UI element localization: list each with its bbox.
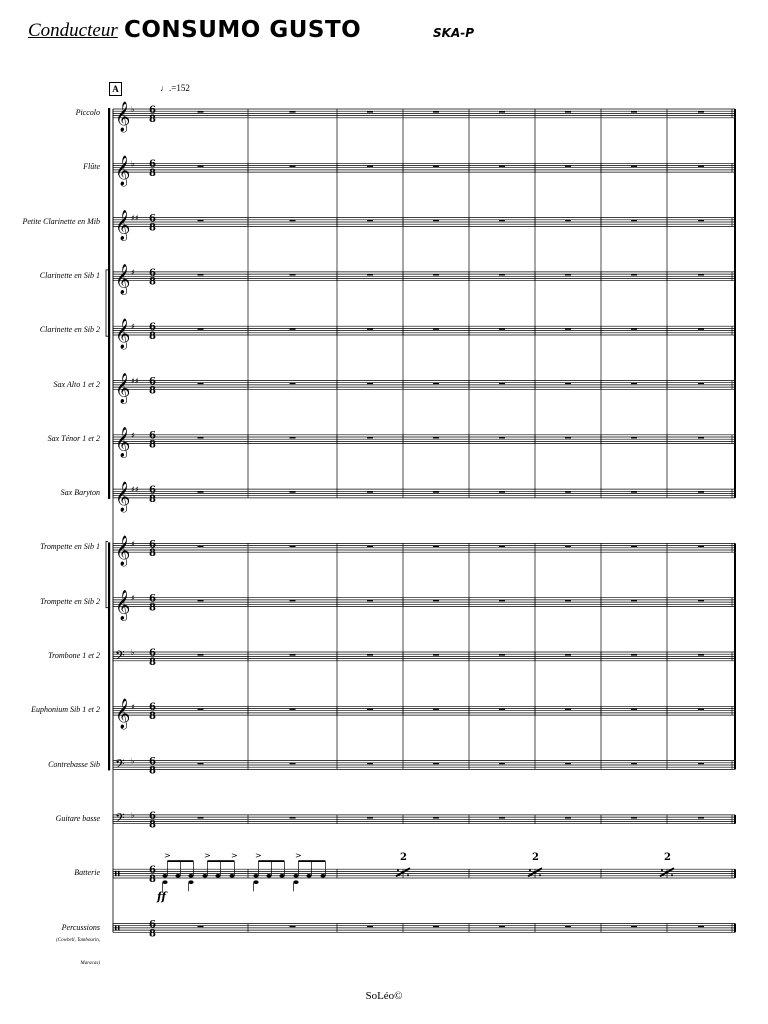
accent-mark: >	[204, 851, 211, 861]
instrument-label: Petite Clarinette en Mib	[22, 216, 100, 226]
measure-rest	[631, 437, 637, 438]
measure-rest	[198, 600, 204, 601]
measure-rest	[290, 437, 296, 438]
composer-name: SKA-P	[433, 26, 475, 40]
kick-note	[188, 880, 193, 884]
key-signature: ♯	[131, 267, 135, 277]
percussion-clef-icon: 𝄥	[115, 919, 120, 938]
repeat-count: 2	[532, 852, 539, 864]
time-signature-bottom: 8	[149, 493, 156, 505]
repeat-dot	[529, 869, 531, 871]
time-signature-bottom: 8	[149, 548, 156, 560]
measure-rest	[198, 709, 204, 710]
measure-rest	[565, 111, 571, 112]
percussion-note-line1: (Cowbell, Tambourin,	[56, 937, 100, 943]
treble-clef-icon: 𝄞	[115, 373, 131, 404]
key-signature: ♯	[131, 539, 135, 549]
time-signature-top: 6	[149, 430, 156, 442]
measure-rest	[631, 328, 637, 329]
measure-rest	[433, 491, 439, 492]
instrument-label: Contrebasse Sib	[48, 759, 100, 769]
measure-rest	[367, 274, 373, 275]
measure-rest	[631, 654, 637, 655]
percussion-clef-icon: 𝄥	[115, 865, 120, 883]
accent-mark: >	[295, 851, 302, 861]
measure-rest	[698, 274, 704, 275]
measure-rest	[198, 383, 204, 384]
measure-rest	[198, 926, 204, 927]
measure-rest	[367, 328, 373, 329]
accent-mark: >	[164, 851, 171, 861]
measure-rest	[367, 600, 373, 601]
measure-rest	[198, 111, 204, 112]
time-signature-bottom: 8	[149, 331, 156, 342]
measure-rest	[290, 546, 296, 547]
measure-rest	[367, 437, 373, 438]
measure-rest	[565, 709, 571, 710]
time-signature-bottom: 8	[149, 439, 156, 451]
measure-rest	[499, 328, 505, 329]
measure-rest	[565, 600, 571, 601]
measure-rest	[499, 274, 505, 275]
measure-rest	[198, 654, 204, 655]
measure-rest	[433, 926, 439, 927]
tempo-marking: ♩.=152	[160, 83, 190, 93]
measure-rest	[367, 166, 373, 167]
measure-rest	[499, 491, 505, 492]
measure-rest	[367, 491, 373, 492]
measure-rest	[631, 817, 637, 818]
instrument-label: Clarinette en Sib 1	[39, 270, 100, 280]
measure-rest	[367, 220, 373, 221]
instrument-label: Trompette en Sib 1	[40, 542, 100, 552]
measure-rest	[698, 763, 704, 764]
key-signature: ♯	[131, 593, 135, 603]
measure-rest	[499, 546, 505, 547]
measure-rest	[698, 654, 704, 655]
measure-rest	[433, 437, 439, 438]
instrument-label: Clarinette en Sib 2	[39, 325, 100, 335]
measure-rest	[565, 817, 571, 818]
measure-rest	[698, 709, 704, 710]
measure-rest	[290, 111, 296, 112]
time-signature-top: 6	[149, 267, 156, 279]
instrument-label: Flûte	[83, 162, 100, 172]
measure-rest	[631, 491, 637, 492]
measure-rest	[698, 220, 704, 221]
measure-rest	[433, 274, 439, 275]
treble-clef-icon: 𝄞	[115, 264, 131, 295]
measure-rest	[631, 166, 637, 167]
measure-rest	[367, 817, 373, 818]
beam	[207, 860, 234, 862]
beam	[258, 860, 284, 862]
measure-rest	[433, 328, 439, 329]
measure-rest	[631, 709, 637, 710]
measure-rest	[290, 328, 296, 329]
measure-rest	[631, 383, 637, 384]
drum-note	[253, 874, 258, 878]
measure-rest	[565, 274, 571, 275]
measure-rest	[565, 328, 571, 329]
measure-rest	[433, 600, 439, 601]
instrument-label: Piccolo	[75, 108, 100, 117]
time-signature-top: 6	[149, 539, 156, 551]
repeat-dot	[539, 874, 541, 876]
repeat-count: 2	[664, 852, 671, 864]
measure-rest	[433, 709, 439, 710]
measure-rest	[565, 926, 571, 927]
measure-rest	[499, 383, 505, 384]
time-signature-top: 6	[149, 702, 156, 714]
measure-rest	[631, 111, 637, 112]
time-signature-bottom: 8	[149, 113, 156, 125]
measure-rest	[367, 709, 373, 710]
treble-clef-icon: 𝄞	[115, 210, 131, 241]
repeat-dot	[397, 869, 399, 871]
kick-note	[162, 880, 167, 884]
measure-rest	[198, 166, 204, 167]
measure-rest	[631, 763, 637, 764]
measure-rest	[565, 383, 571, 384]
repeat-dot	[661, 869, 663, 871]
measure-rest	[565, 654, 571, 655]
measure-rest	[631, 600, 637, 601]
time-signature-top: 6	[149, 322, 156, 334]
time-signature-bottom: 8	[149, 385, 156, 397]
key-signature: ♭	[131, 810, 135, 820]
repeat-dot	[407, 874, 409, 876]
time-signature-top: 6	[149, 213, 156, 225]
time-signature-bottom: 8	[149, 819, 156, 831]
instrument-label: Batterie	[74, 868, 100, 878]
trumpet-bracket	[106, 541, 108, 607]
measure-rest	[565, 220, 571, 221]
drum-note	[293, 874, 298, 878]
measure-rest	[433, 654, 439, 655]
accent-mark: >	[231, 851, 238, 861]
drum-note	[320, 874, 325, 878]
measure-rest	[198, 763, 204, 764]
treble-clef-icon: 𝄞	[115, 536, 131, 567]
time-signature-top: 6	[149, 810, 156, 822]
key-signature: ♯♯	[131, 213, 139, 223]
time-signature-top: 6	[149, 485, 156, 496]
bass-clef-icon: 𝄢	[115, 647, 125, 666]
measure-rest	[198, 328, 204, 329]
drum-note	[202, 874, 207, 878]
drum-note	[306, 874, 311, 878]
measure-rest	[499, 654, 505, 655]
instrument-label: Percussions	[61, 922, 100, 932]
measure-rest	[698, 600, 704, 601]
drum-note	[266, 874, 271, 878]
bass-clef-icon: 𝄢	[115, 756, 125, 775]
measure-rest	[198, 546, 204, 547]
measure-rest	[433, 111, 439, 112]
time-signature-bottom: 8	[149, 276, 156, 288]
measure-rest	[290, 763, 296, 764]
key-signature: ♯♯	[131, 376, 139, 386]
instrument-label: Guitare basse	[55, 813, 100, 823]
measure-rest	[631, 274, 637, 275]
measure-rest	[290, 220, 296, 221]
measure-rest	[499, 763, 505, 764]
beam	[298, 860, 325, 862]
conductor-label: Conducteur	[28, 20, 118, 41]
accent-mark: >	[255, 851, 262, 861]
drum-note	[229, 874, 234, 878]
time-signature-top: 6	[149, 593, 156, 605]
measure-rest	[367, 763, 373, 764]
measure-rest	[631, 546, 637, 547]
instrument-label: Euphonium Sib 1 et 2	[31, 705, 100, 715]
time-signature-top: 6	[149, 756, 156, 768]
instrument-label: Sax Alto 1 et 2	[53, 379, 100, 389]
measure-rest	[565, 763, 571, 764]
repeat-dot	[671, 874, 673, 876]
treble-clef-icon: 𝄞	[115, 699, 131, 730]
treble-clef-icon: 𝄞	[115, 156, 131, 187]
dynamic-ff: ff	[157, 890, 167, 904]
measure-rest	[698, 328, 704, 329]
measure-rest	[367, 546, 373, 547]
time-signature-bottom: 8	[149, 874, 156, 885]
measure-rest	[367, 383, 373, 384]
measure-rest	[499, 111, 505, 112]
time-signature-top: 6	[149, 159, 156, 171]
key-signature: ♭	[131, 105, 135, 114]
drum-note	[279, 874, 284, 878]
treble-clef-icon: 𝄞	[115, 590, 131, 621]
measure-rest	[198, 274, 204, 275]
measure-rest	[698, 166, 704, 167]
clarinet-bracket	[106, 270, 108, 336]
measure-rest	[290, 600, 296, 601]
measure-rest	[290, 491, 296, 492]
time-signature-bottom: 8	[149, 602, 156, 614]
measure-rest	[433, 763, 439, 764]
measure-rest	[698, 546, 704, 547]
bass-clef-icon: 𝄢	[115, 810, 125, 829]
measure-rest	[198, 220, 204, 221]
measure-rest	[433, 546, 439, 547]
instrument-label: Sax Ténor 1 et 2	[47, 433, 100, 443]
treble-clef-icon: 𝄞	[115, 101, 131, 132]
measure-rest	[499, 926, 505, 927]
measure-rest	[198, 437, 204, 438]
measure-rest	[433, 383, 439, 384]
time-signature-bottom: 8	[149, 711, 156, 723]
measure-rest	[698, 926, 704, 927]
time-signature-top: 6	[149, 647, 156, 659]
instrument-label: Sax Baryton	[60, 488, 100, 498]
drum-note	[162, 874, 167, 878]
key-signature: ♯♯	[131, 485, 139, 495]
measure-rest	[565, 437, 571, 438]
measure-rest	[290, 926, 296, 927]
measure-rest	[698, 491, 704, 492]
time-signature-bottom: 8	[149, 656, 156, 668]
measure-rest	[290, 709, 296, 710]
measure-rest	[499, 600, 505, 601]
key-signature: ♯	[131, 430, 135, 440]
measure-rest	[565, 546, 571, 547]
treble-clef-icon: 𝄞	[115, 319, 131, 349]
treble-clef-icon: 𝄞	[115, 481, 131, 512]
group-bracket	[108, 108, 110, 499]
drum-note	[175, 874, 180, 878]
measure-rest	[290, 166, 296, 167]
measure-rest	[290, 817, 296, 818]
time-signature-bottom: 8	[149, 222, 156, 234]
repeat-count: 2	[400, 852, 407, 864]
key-signature: ♭	[131, 159, 135, 169]
measure-rest	[499, 709, 505, 710]
measure-rest	[367, 111, 373, 112]
key-signature: ♭	[131, 756, 135, 766]
measure-rest	[698, 817, 704, 818]
kick-note	[293, 880, 298, 884]
measure-rest	[290, 654, 296, 655]
treble-clef-icon: 𝄞	[115, 427, 131, 458]
measure-rest	[290, 274, 296, 275]
instrument-label: Trombone 1 et 2	[48, 651, 100, 660]
measure-rest	[698, 111, 704, 112]
measure-rest	[198, 491, 204, 492]
time-signature-bottom: 8	[149, 168, 156, 180]
time-signature-top: 6	[149, 376, 156, 388]
key-signature: ♯	[131, 702, 135, 712]
score-title: CONSUMO GUSTO	[124, 17, 362, 43]
measure-rest	[499, 220, 505, 221]
instrument-label: Trompette en Sib 2	[40, 596, 100, 606]
time-signature-top: 6	[149, 919, 156, 931]
key-signature: ♭	[131, 648, 135, 657]
rehearsal-mark: A	[109, 82, 122, 96]
drum-note	[215, 874, 220, 878]
measure-rest	[631, 220, 637, 221]
drum-note	[188, 874, 193, 878]
measure-rest	[198, 817, 204, 818]
copyright-footer: SoLéo©	[365, 990, 403, 1002]
time-signature-bottom: 8	[149, 765, 156, 777]
measure-rest	[367, 926, 373, 927]
measure-rest	[433, 817, 439, 818]
measure-rest	[367, 654, 373, 655]
time-signature-top: 6	[149, 865, 156, 877]
kick-note	[253, 880, 258, 884]
measure-rest	[565, 491, 571, 492]
beam	[167, 860, 193, 862]
time-signature-top: 6	[149, 104, 156, 116]
measure-rest	[698, 437, 704, 438]
measure-rest	[565, 166, 571, 167]
measure-rest	[433, 220, 439, 221]
measure-rest	[499, 437, 505, 438]
measure-rest	[433, 166, 439, 167]
measure-rest	[499, 817, 505, 818]
measure-rest	[631, 926, 637, 927]
percussion-note-line2: Maracas)	[80, 960, 100, 966]
time-signature-bottom: 8	[149, 928, 156, 940]
measure-rest	[698, 383, 704, 384]
measure-rest	[499, 166, 505, 167]
measure-rest	[290, 383, 296, 384]
key-signature: ♯	[131, 322, 135, 332]
group-bracket	[108, 542, 110, 770]
